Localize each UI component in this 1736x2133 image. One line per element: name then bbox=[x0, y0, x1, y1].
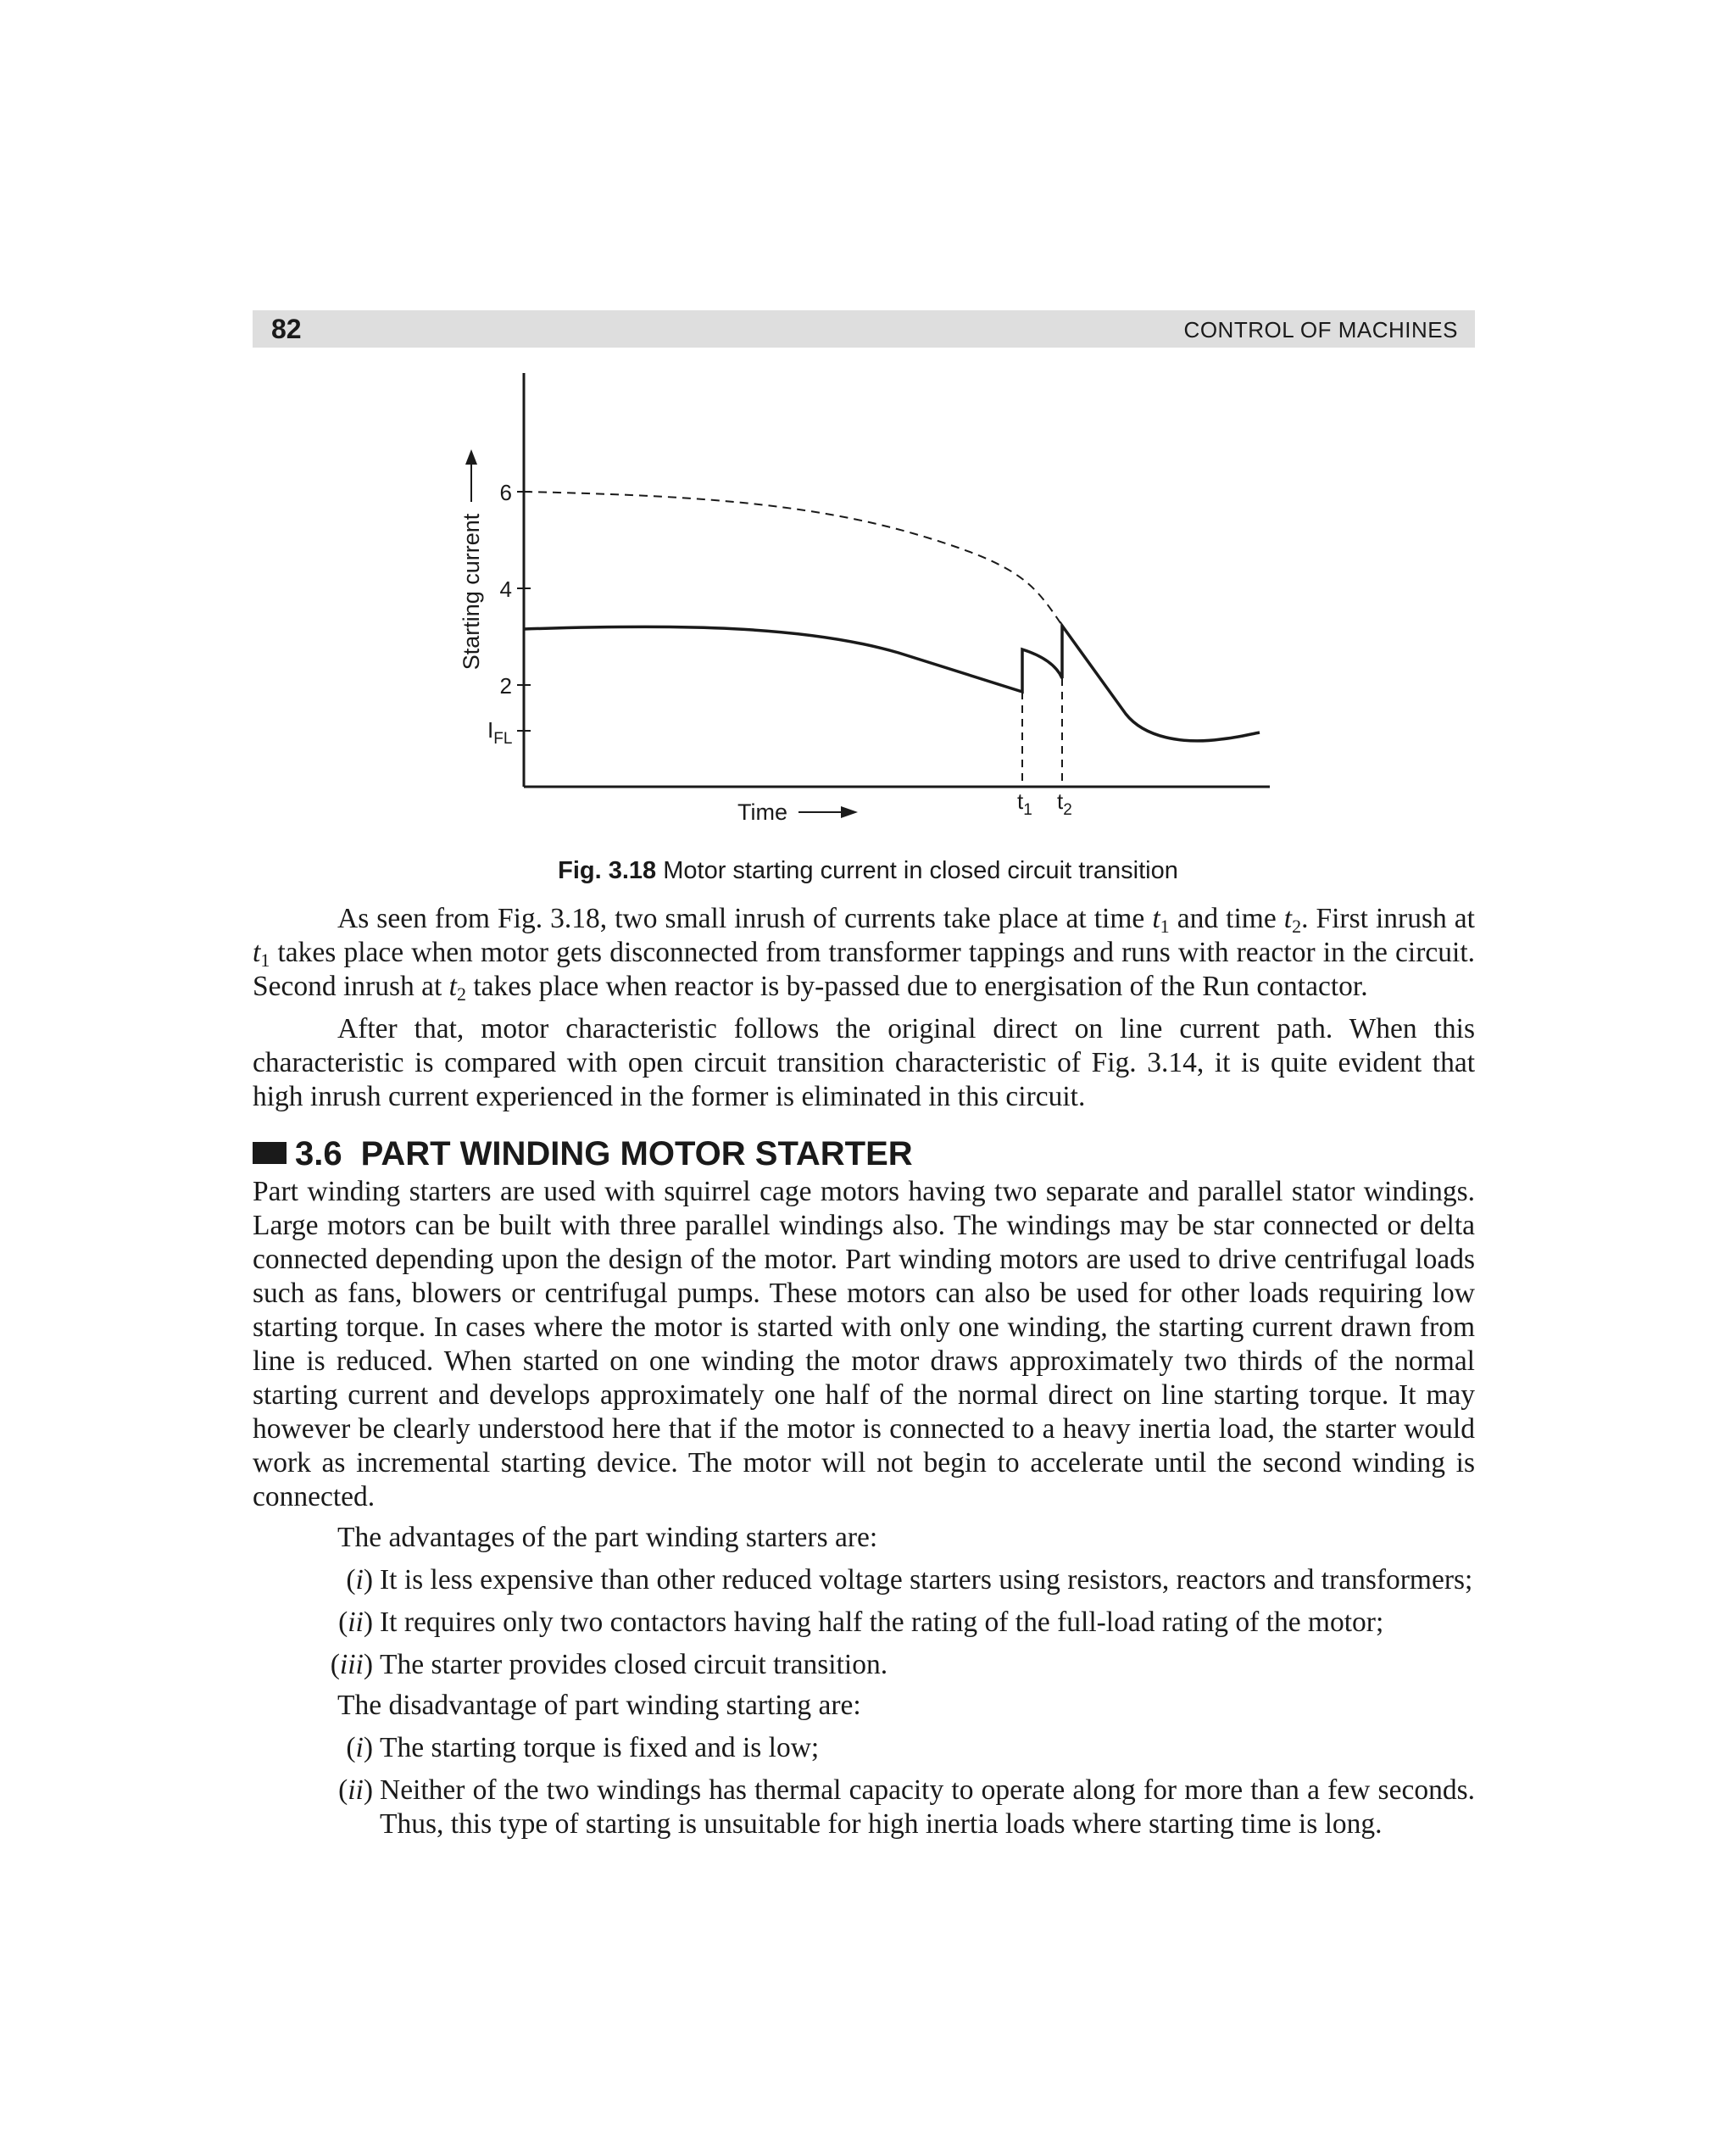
list-marker: (ii) bbox=[338, 1774, 373, 1806]
figure-3-18 bbox=[0, 0, 1736, 848]
advantages-intro: The advantages of the part winding starters are: bbox=[337, 1522, 878, 1553]
body-text bbox=[253, 902, 1475, 1841]
list-marker: (ii) bbox=[338, 1607, 373, 1638]
figure-caption-text: Motor starting current in closed circuit transition bbox=[663, 857, 1178, 884]
figure-caption-label: Fig. 3.18 bbox=[558, 857, 657, 884]
y-tick-label-ifl: $I_{FL}$ bbox=[487, 717, 513, 748]
list-item: (i) It is less expensive than other reduced voltage starters using resistors, reactors and transformers; bbox=[253, 1563, 1475, 1597]
paragraph-part-winding: Part winding starters are used with squirrel cage motors having two separate and parallel stator windings. Large motors can be built with three parallel windings also. The windings may be star connected or delta connected depending upon the design of the motor. Part winding motors are used to drive centrifugal loads such as fans, blowers or centrifugal pumps. These motors can also be used for other loads requiring low starting torque. In cases where the motor is started with only one winding, the starting current drawn from line is reduced. When started on one winding the motor draws approximately two thirds of the normal starting current and develops approximately one half of the normal direct on line starting torque. It may however be clearly understood here that if the motor is connected to a heavy inertia load, the starter would work as incremental starting device. The motor will not begin to accelerate until the second winding is connected. bbox=[253, 1176, 1475, 1512]
t1-label: $t_1$ bbox=[1017, 788, 1032, 819]
t2-label: $t_2$ bbox=[1057, 788, 1072, 819]
closed-transition-current-curve bbox=[524, 626, 1260, 741]
y-axis-arrow-head bbox=[465, 449, 477, 465]
disadvantages-list bbox=[253, 1731, 1475, 1841]
figure-caption bbox=[0, 856, 1736, 885]
section-number: 3.6 bbox=[295, 1135, 342, 1172]
disadvantages-intro: The disadvantage of part winding starting are: bbox=[337, 1690, 861, 1721]
running-head-title: CONTROL OF MACHINES bbox=[1183, 317, 1458, 343]
paragraph-after-that: After that, motor characteristic follows the original direct on line current path. When this characteristic is compared with open circuit transition characteristic of Fig. 3.14, it is quite evident that high inrush current experienced in the former is eliminated in this circuit. bbox=[253, 1013, 1475, 1112]
y-tick-label-4: 4 bbox=[499, 576, 512, 602]
advantages-list bbox=[253, 1563, 1475, 1682]
section-bullet-square bbox=[253, 1142, 287, 1164]
list-item: (ii) Neither of the two windings has thermal capacity to operate along for more than a few seconds. Thus, this type of starting is unsuitable for high inertia loads where starting time is long. bbox=[253, 1774, 1475, 1841]
section-title: PART WINDING MOTOR STARTER bbox=[360, 1135, 913, 1172]
list-marker: (iii) bbox=[330, 1649, 373, 1680]
section-heading bbox=[253, 1133, 1475, 1175]
x-axis-arrow-head bbox=[841, 806, 858, 818]
paragraph-inrush: As seen from Fig. 3.18, two small inrush of currents take place at time $t_1$ and time $t_2$. First inrush at $t_1$ takes place when motor gets disconnected from transformer tappings and runs with reactor in the circuit. Second inrush at $t_2$ takes place when reactor is by-passed due to energisation of the Run contactor. bbox=[253, 903, 1475, 1005]
list-marker: (i) bbox=[346, 1732, 373, 1763]
x-axis-label: Time bbox=[737, 799, 787, 825]
list-item: (ii) It requires only two contactors having half the rating of the full-load rating of the motor; bbox=[253, 1606, 1475, 1640]
list-item: (iii) The starter provides closed circuit transition. bbox=[253, 1648, 1475, 1682]
page-number: 82 bbox=[271, 314, 302, 344]
y-tick-label-2: 2 bbox=[499, 673, 512, 699]
dol-current-dashed-curve bbox=[524, 492, 1065, 629]
starting-current-chart bbox=[0, 0, 1736, 848]
y-tick-label-6: 6 bbox=[499, 480, 512, 505]
list-item: (i) The starting torque is fixed and is low; bbox=[253, 1731, 1475, 1765]
list-marker: (i) bbox=[346, 1564, 373, 1596]
y-axis-label: Starting current bbox=[459, 513, 484, 671]
